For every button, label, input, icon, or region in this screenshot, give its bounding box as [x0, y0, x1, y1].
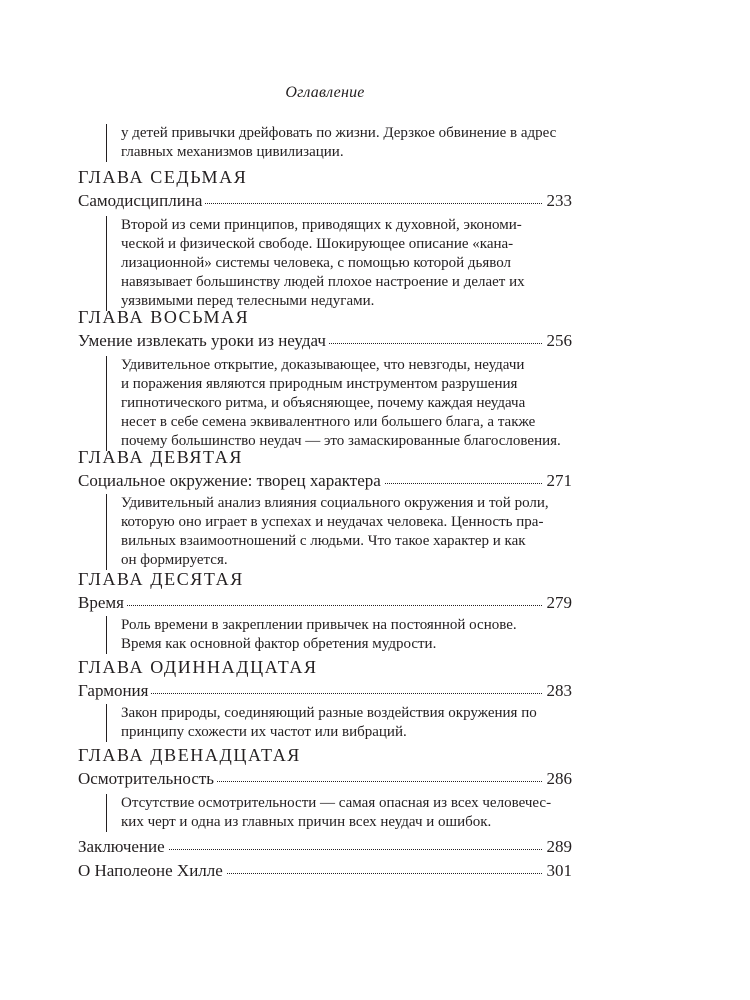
- chapter-annotation: [106, 356, 570, 451]
- toc-entry-page: 271: [542, 470, 573, 492]
- chapter-heading: ГЛАВА ДЕВЯТАЯ: [78, 447, 243, 467]
- annotation-line: несет в себе семена эквивалентного или большего блага, а также: [121, 414, 536, 430]
- annotation-line: гипнотического ритма, и объясняющее, почему каждая неудача: [121, 395, 526, 411]
- toc-entry-page: 279: [542, 592, 573, 614]
- chapter-heading: ГЛАВА ОДИННАДЦАТАЯ: [78, 657, 318, 677]
- toc-entry-page: 286: [542, 768, 573, 790]
- annotation-line: которую оно играет в успехах и неудачах человека. Ценность пра-: [121, 514, 544, 530]
- toc-entry-chapter-11[interactable]: [78, 680, 572, 702]
- chapter-annotation: [106, 216, 570, 311]
- toc-entry-conclusion[interactable]: [78, 836, 572, 858]
- toc-entry-page: 289: [542, 836, 573, 858]
- annotation-line: и поражения являются природным инструментом разрушения: [121, 376, 518, 392]
- toc-entry-title: Гармония: [78, 680, 151, 702]
- annotation-line: лизационной» системы человека, с помощью которой дьявол: [121, 255, 512, 271]
- toc-entry-about-author[interactable]: [78, 860, 572, 882]
- toc-entry-page: 301: [542, 860, 573, 882]
- toc-entry-title: Умение извлекать уроки из неудач: [78, 330, 329, 352]
- annotation-line: Удивительное открытие, доказывающее, что невзгоды, неудачи: [121, 357, 525, 373]
- chapter-annotation: [106, 616, 570, 654]
- annotation-line: Время как основной фактор обретения мудрости.: [121, 636, 437, 652]
- toc-entry-chapter-9[interactable]: [78, 470, 572, 492]
- annotation-line: почему большинство неудач — это замаскированные благословения.: [121, 433, 561, 449]
- chapter-heading: ГЛАВА ДЕСЯТАЯ: [78, 569, 244, 589]
- toc-entry-page: 256: [542, 330, 573, 352]
- annotation-line: навязывает большинству людей плохое настроение и делает их: [121, 274, 525, 290]
- annotation-line: Удивительный анализ влияния социального окружения и той роли,: [121, 495, 549, 511]
- annotation-line: он формируется.: [121, 552, 228, 568]
- chapter-annotation: [106, 704, 570, 742]
- annotation-line: Закон природы, соединяющий разные воздействия окружения по: [121, 705, 537, 721]
- toc-entry-chapter-10[interactable]: [78, 592, 572, 614]
- chapter-heading: ГЛАВА СЕДЬМАЯ: [78, 167, 248, 187]
- annotation-line: принципу схожести их частот или вибраций.: [121, 724, 407, 740]
- toc-entry-chapter-7[interactable]: [78, 190, 572, 212]
- annotation-line: ческой и физической свободе. Шокирующее описание «кана-: [121, 236, 514, 252]
- toc-entry-page: 233: [542, 190, 573, 212]
- toc-entry-title: О Наполеоне Хилле: [78, 860, 226, 882]
- toc-entry-title: Социальное окружение: творец характера: [78, 470, 384, 492]
- chapter-annotation: [106, 794, 570, 832]
- running-head: Оглавление: [285, 84, 365, 101]
- annotation-line: Роль времени в закреплении привычек на постоянной основе.: [121, 617, 517, 633]
- annotation-line: вильных взаимоотношений с людьми. Что такое характер и как: [121, 533, 526, 549]
- chapter-heading: ГЛАВА ВОСЬМАЯ: [78, 307, 250, 327]
- intro-annotation: [106, 124, 570, 162]
- dot-leader: [78, 605, 542, 606]
- toc-entry-title: Самодисциплина: [78, 190, 205, 212]
- toc-entry-title: Время: [78, 592, 127, 614]
- chapter-annotation: [106, 494, 570, 570]
- toc-entry-page: 283: [542, 680, 573, 702]
- toc-entry-title: Заключение: [78, 836, 168, 858]
- annotation-line: Отсутствие осмотрительности — самая опасная из всех человечес-: [121, 795, 552, 811]
- toc-entry-chapter-8[interactable]: [78, 330, 572, 352]
- annotation-line: ких черт и одна из главных причин всех неудач и ошибок.: [121, 814, 492, 830]
- annotation-line: у детей привычки дрейфовать по жизни. Дерзкое обвинение в адрес: [121, 125, 557, 141]
- toc-entry-chapter-12[interactable]: [78, 768, 572, 790]
- annotation-line: уязвимыми перед телесными недугами.: [121, 293, 375, 309]
- annotation-line: Второй из семи принципов, приводящих к духовной, экономи-: [121, 217, 522, 233]
- chapter-heading: ГЛАВА ДВЕНАДЦАТАЯ: [78, 745, 301, 765]
- toc-entry-title: Осмотрительность: [78, 768, 217, 790]
- annotation-line: главных механизмов цивилизации.: [121, 144, 344, 160]
